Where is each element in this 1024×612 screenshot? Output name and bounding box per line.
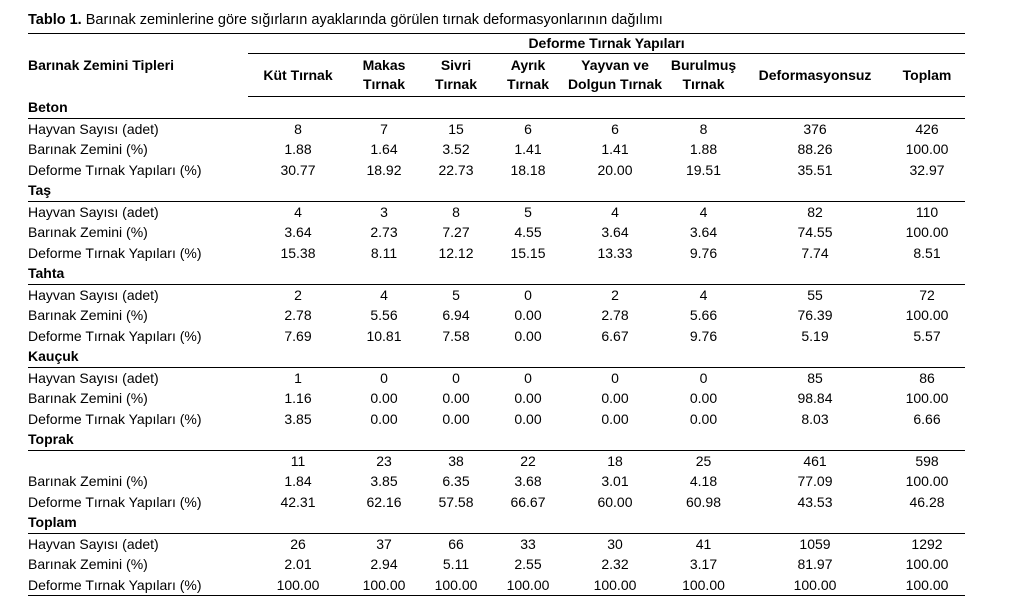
table-cell: 0.00 bbox=[514, 327, 542, 344]
table-row bbox=[28, 575, 965, 596]
table-cell: 42.31 bbox=[280, 493, 316, 510]
table-cell: 4.55 bbox=[514, 224, 542, 240]
row-header: Barınak Zemini Tipleri bbox=[28, 34, 248, 97]
table-cell: 2.73 bbox=[370, 224, 398, 240]
section-title: Beton bbox=[28, 97, 965, 119]
table-cell: 38 bbox=[448, 452, 464, 469]
table-cell: 23 bbox=[376, 452, 392, 469]
table-cell: 4 bbox=[699, 203, 708, 220]
table-cell: 22.73 bbox=[438, 161, 474, 178]
table-cell: 60.98 bbox=[685, 493, 722, 510]
table-cell: 57.58 bbox=[438, 493, 474, 510]
table-cell: 1.88 bbox=[689, 141, 718, 157]
section-header-row bbox=[28, 180, 965, 201]
table-cell: 4 bbox=[699, 286, 708, 303]
table-cell: 100.00 bbox=[741, 575, 889, 596]
column-header-line: Ayrık bbox=[510, 57, 546, 73]
table-cell: 100.00 bbox=[905, 307, 949, 323]
column-header bbox=[889, 54, 965, 97]
column-header bbox=[248, 54, 348, 97]
column-group-header: Deforme Tırnak Yapıları bbox=[248, 34, 965, 54]
table-cell: 2.94 bbox=[370, 556, 398, 572]
table-cell: 8.51 bbox=[913, 244, 941, 261]
table-cell: 0.00 bbox=[601, 390, 629, 406]
table-cell: 3 bbox=[380, 203, 388, 220]
table-row bbox=[28, 492, 965, 513]
table-cell: 110 bbox=[915, 203, 939, 220]
table-cell: 0.00 bbox=[514, 410, 542, 427]
row-label: Deforme Tırnak Yapıları (%) bbox=[28, 410, 202, 427]
row-label: Barınak Zemini (%) bbox=[28, 390, 148, 406]
table-cell: 100.00 bbox=[248, 575, 348, 596]
table-cell: 3.85 bbox=[370, 473, 398, 489]
table-cell: 3.68 bbox=[514, 473, 542, 489]
table-cell: 18.18 bbox=[510, 161, 546, 178]
table-cell: 66.67 bbox=[510, 493, 546, 510]
table-cell: 19.51 bbox=[685, 161, 722, 178]
table-cell: 100.00 bbox=[905, 473, 949, 489]
row-label: Barınak Zemini (%) bbox=[28, 224, 148, 240]
table-cell: 100.00 bbox=[666, 575, 741, 596]
row-label: Deforme Tırnak Yapıları (%) bbox=[28, 244, 202, 261]
table-cell: 7 bbox=[380, 120, 388, 137]
row-label: Barınak Zemini (%) bbox=[28, 556, 148, 572]
table-cell: 0.00 bbox=[442, 410, 470, 427]
table-cell: 15 bbox=[448, 120, 464, 137]
row-label: Deforme Tırnak Yapıları (%) bbox=[28, 327, 202, 344]
table-cell: 426 bbox=[915, 120, 939, 137]
table-cell: 1059 bbox=[799, 535, 831, 552]
table-cell: 6.35 bbox=[442, 473, 470, 489]
table-row bbox=[28, 201, 965, 222]
row-label: Deforme Tırnak Yapıları (%) bbox=[28, 575, 248, 596]
table-cell: 30.77 bbox=[280, 161, 316, 178]
table-cell: 8.11 bbox=[370, 244, 398, 261]
column-header-line: Tırnak bbox=[506, 76, 549, 92]
table-cell: 8 bbox=[294, 120, 302, 137]
section-title: Kauçuk bbox=[28, 346, 965, 367]
column-header-line: Küt Tırnak bbox=[263, 66, 333, 83]
section-header-row bbox=[28, 512, 965, 533]
data-table bbox=[28, 33, 965, 596]
table-cell: 15.15 bbox=[510, 244, 546, 261]
column-header bbox=[666, 54, 741, 97]
table-cell: 5.56 bbox=[370, 307, 398, 323]
table-cell: 0.00 bbox=[689, 410, 718, 427]
table-cell: 100.00 bbox=[420, 575, 492, 596]
row-label: Deforme Tırnak Yapıları (%) bbox=[28, 161, 202, 178]
row-label: Hayvan Sayısı (adet) bbox=[28, 203, 159, 220]
table-cell: 0.00 bbox=[370, 410, 398, 427]
table-cell: 33 bbox=[520, 535, 536, 552]
table-cell: 7.27 bbox=[442, 224, 470, 240]
row-label bbox=[28, 450, 248, 471]
row-label: Hayvan Sayısı (adet) bbox=[28, 369, 159, 386]
table-cell: 7.69 bbox=[284, 327, 312, 344]
table-cell: 1.16 bbox=[284, 390, 312, 406]
table-cell: 100.00 bbox=[348, 575, 420, 596]
section-header-row bbox=[28, 263, 965, 284]
table-cell: 6 bbox=[524, 120, 532, 137]
table-row bbox=[28, 139, 965, 160]
table-cell: 0.00 bbox=[370, 390, 398, 406]
table-cell: 0.00 bbox=[689, 390, 718, 406]
table-cell: 6.94 bbox=[442, 307, 470, 323]
table-row bbox=[28, 367, 965, 388]
section-header-row bbox=[28, 97, 965, 119]
column-header-line: Deformasyonsuz bbox=[758, 66, 872, 83]
table-cell: 10.81 bbox=[366, 327, 402, 344]
table-row bbox=[28, 118, 965, 139]
table-cell: 5.19 bbox=[801, 327, 829, 344]
section-title: Toprak bbox=[28, 429, 965, 450]
row-label: Hayvan Sayısı (adet) bbox=[28, 535, 159, 552]
table-row bbox=[28, 326, 965, 347]
table-cell: 85 bbox=[807, 369, 823, 386]
table-cell: 2.01 bbox=[284, 556, 312, 572]
table-row bbox=[28, 450, 965, 471]
table-cell: 32.97 bbox=[909, 161, 945, 178]
table-cell: 5 bbox=[452, 286, 460, 303]
table-cell: 6 bbox=[611, 120, 619, 137]
table-cell: 98.84 bbox=[797, 390, 833, 406]
table-cell: 0 bbox=[524, 286, 532, 303]
table-cell: 9.76 bbox=[689, 244, 718, 261]
table-cell: 11 bbox=[290, 452, 306, 469]
column-header-line: Burulmuş bbox=[670, 57, 737, 73]
table-cell: 598 bbox=[915, 452, 939, 469]
table-cell: 3.52 bbox=[442, 141, 470, 157]
table-cell: 2.55 bbox=[514, 556, 542, 572]
table-row bbox=[28, 409, 965, 430]
table-cell: 4 bbox=[294, 203, 302, 220]
caption-text: Barınak zeminlerine göre sığırların ayaklarında görülen tırnak deformasyonlarının dağılımı bbox=[81, 12, 663, 28]
table-cell: 7.58 bbox=[442, 327, 470, 344]
table-cell: 0 bbox=[611, 369, 619, 386]
table-cell: 82 bbox=[807, 203, 823, 220]
table-cell: 3.64 bbox=[601, 224, 629, 240]
column-header bbox=[741, 54, 889, 97]
column-header-line: Makas bbox=[362, 57, 406, 73]
table-cell: 2.78 bbox=[284, 307, 312, 323]
table-cell: 100.00 bbox=[889, 575, 965, 596]
table-cell: 0.00 bbox=[442, 390, 470, 406]
table-cell: 15.38 bbox=[280, 244, 316, 261]
column-header-line: Yayvan ve bbox=[581, 57, 649, 73]
table-cell: 4 bbox=[380, 286, 388, 303]
column-header bbox=[492, 54, 564, 97]
table-cell: 0 bbox=[380, 369, 388, 386]
table-cell: 3.17 bbox=[689, 556, 718, 572]
table-cell: 5.57 bbox=[913, 327, 941, 344]
table-cell: 3.64 bbox=[284, 224, 312, 240]
table-cell: 4.18 bbox=[689, 473, 718, 489]
row-label: Hayvan Sayısı (adet) bbox=[28, 286, 159, 303]
table-cell: 60.00 bbox=[597, 493, 633, 510]
table-cell: 41 bbox=[695, 535, 712, 552]
table-cell: 376 bbox=[803, 120, 827, 137]
table-row bbox=[28, 243, 965, 264]
section-title: Toplam bbox=[28, 512, 965, 533]
section-title: Taş bbox=[28, 180, 965, 201]
table-cell: 26 bbox=[290, 535, 306, 552]
table-cell: 88.26 bbox=[797, 141, 833, 157]
table-row bbox=[28, 222, 965, 243]
section-header-row bbox=[28, 346, 965, 367]
table-cell: 2 bbox=[294, 286, 302, 303]
table-cell: 100.00 bbox=[905, 390, 949, 406]
table-cell: 4 bbox=[611, 203, 619, 220]
caption-label: Tablo 1. bbox=[28, 12, 82, 28]
table-cell: 100.00 bbox=[905, 141, 949, 157]
table-cell: 77.09 bbox=[797, 473, 833, 489]
table-cell: 461 bbox=[803, 452, 827, 469]
table-cell: 5 bbox=[524, 203, 532, 220]
table-cell: 5.11 bbox=[442, 556, 470, 572]
row-label: Barınak Zemini (%) bbox=[28, 473, 148, 489]
column-header bbox=[420, 54, 492, 97]
table-row bbox=[28, 284, 965, 305]
table-cell: 62.16 bbox=[366, 493, 402, 510]
table-cell: 3.85 bbox=[284, 410, 312, 427]
table-cell: 5.66 bbox=[689, 307, 718, 323]
table-cell: 86 bbox=[919, 369, 935, 386]
column-header-line: Tırnak bbox=[434, 76, 477, 92]
table-cell: 1.84 bbox=[284, 473, 312, 489]
table-cell: 2.78 bbox=[601, 307, 629, 323]
section-header-row bbox=[28, 429, 965, 450]
table-cell: 66 bbox=[448, 535, 464, 552]
table-cell: 0.00 bbox=[601, 410, 629, 427]
row-label: Barınak Zemini (%) bbox=[28, 141, 148, 157]
table-cell: 1.88 bbox=[284, 141, 312, 157]
data-table-container bbox=[28, 33, 965, 596]
table-row bbox=[28, 388, 965, 409]
table-cell: 1.64 bbox=[370, 141, 398, 157]
table-cell: 0 bbox=[699, 369, 708, 386]
table-cell: 1.41 bbox=[601, 141, 629, 157]
table-cell: 12.12 bbox=[438, 244, 474, 261]
table-row bbox=[28, 533, 965, 554]
table-cell: 35.51 bbox=[797, 161, 833, 178]
table-cell: 43.53 bbox=[797, 493, 833, 510]
table-cell: 37 bbox=[376, 535, 392, 552]
column-header-line: Tırnak bbox=[682, 76, 725, 92]
row-label: Barınak Zemini (%) bbox=[28, 307, 148, 323]
table-cell: 100.00 bbox=[905, 556, 949, 572]
section-title: Tahta bbox=[28, 263, 965, 284]
row-label: Hayvan Sayısı (adet) bbox=[28, 120, 159, 137]
table-cell: 8 bbox=[452, 203, 460, 220]
table-cell: 30 bbox=[607, 535, 623, 552]
column-header-line: Sivri bbox=[440, 57, 472, 73]
column-header-line: Tırnak bbox=[362, 76, 405, 92]
table-cell: 13.33 bbox=[597, 244, 633, 261]
table-row bbox=[28, 160, 965, 181]
table-cell: 81.97 bbox=[797, 556, 833, 572]
table-cell: 76.39 bbox=[797, 307, 833, 323]
table-cell: 100.00 bbox=[492, 575, 564, 596]
column-header-line: Dolgun Tırnak bbox=[567, 76, 663, 92]
table-cell: 3.64 bbox=[689, 224, 718, 240]
table-cell: 2.32 bbox=[601, 556, 629, 572]
table-cell: 18 bbox=[607, 452, 623, 469]
column-header bbox=[348, 54, 420, 97]
table-cell: 46.28 bbox=[909, 493, 945, 510]
table-cell: 1292 bbox=[911, 535, 943, 552]
column-header-line: Toplam bbox=[902, 66, 952, 83]
table-cell: 74.55 bbox=[797, 224, 833, 240]
table-cell: 0.00 bbox=[514, 390, 542, 406]
table-cell: 72 bbox=[919, 286, 935, 303]
table-cell: 55 bbox=[807, 286, 823, 303]
table-row bbox=[28, 471, 965, 492]
table-cell: 0 bbox=[524, 369, 532, 386]
column-header bbox=[564, 54, 666, 97]
table-cell: 9.76 bbox=[689, 327, 718, 344]
table-cell: 20.00 bbox=[597, 161, 633, 178]
table-cell: 8 bbox=[699, 120, 708, 137]
table-row bbox=[28, 554, 965, 575]
table-cell: 8.03 bbox=[801, 410, 829, 427]
table-cell: 0.00 bbox=[514, 307, 542, 323]
table-cell: 100.00 bbox=[905, 224, 949, 240]
table-cell: 2 bbox=[611, 286, 619, 303]
table-cell: 100.00 bbox=[564, 575, 666, 596]
table-cell: 1.41 bbox=[514, 141, 542, 157]
table-cell: 18.92 bbox=[366, 161, 402, 178]
table-cell: 22 bbox=[520, 452, 536, 469]
table-cell: 6.67 bbox=[601, 327, 629, 344]
table-cell: 1 bbox=[294, 369, 302, 386]
table-caption bbox=[28, 12, 663, 28]
table-cell: 6.66 bbox=[913, 410, 941, 427]
table-row bbox=[28, 305, 965, 326]
table-cell: 3.01 bbox=[601, 473, 629, 489]
table-cell: 7.74 bbox=[801, 244, 829, 261]
table-cell: 25 bbox=[695, 452, 712, 469]
table-cell: 0 bbox=[452, 369, 460, 386]
row-label: Deforme Tırnak Yapıları (%) bbox=[28, 493, 202, 510]
